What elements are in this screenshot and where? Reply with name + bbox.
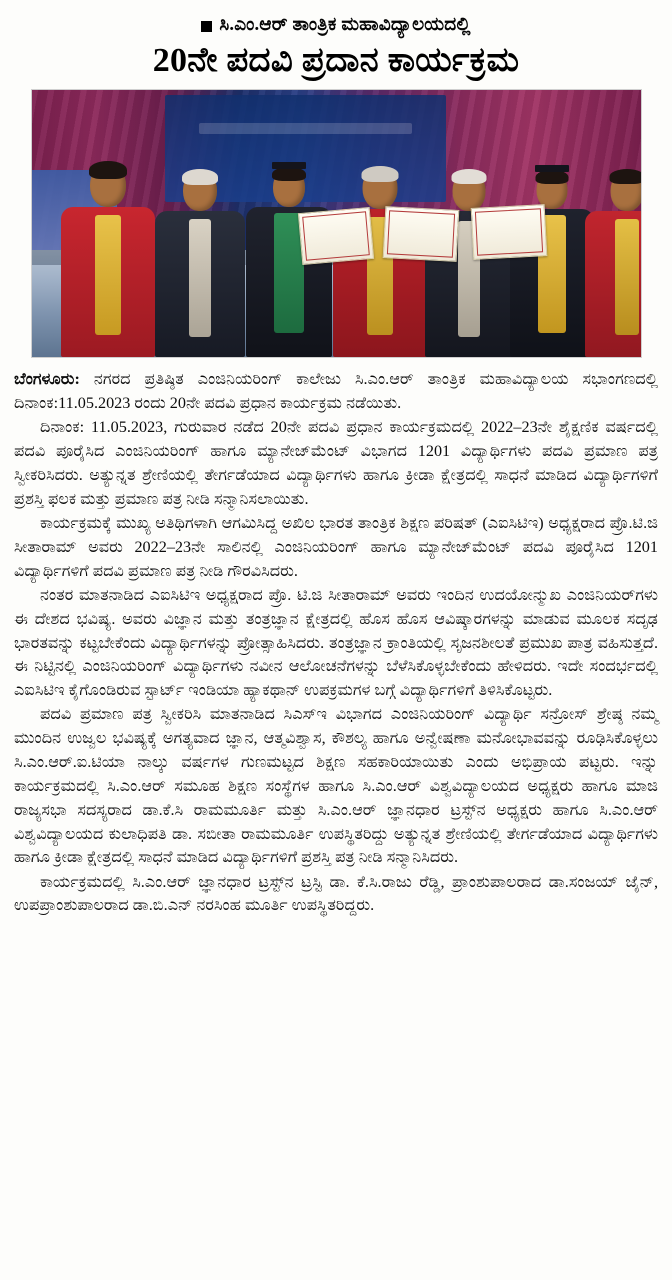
hair — [182, 169, 218, 185]
stole — [615, 219, 639, 335]
stole — [95, 215, 121, 335]
graduation-cap-icon — [272, 162, 306, 169]
hair — [535, 170, 568, 184]
article-paragraph-3: ಕಾರ್ಯಕ್ರಮಕ್ಕೆ ಮುಖ್ಯ ಅತಿಥಿಗಳಾಗಿ ಆಗಮಿಸಿದ್ದ ಅಖಿಲ ಭಾರತ ತಾಂತ್ರಿಕ ಶಿಕ್ಷಣ ಪರಿಷತ್ (ಎಐಸಿಟಿಇ) ಅಧ್ಯಕ್ಷರಾದ ಪ್ರೊ.ಟಿ.ಜಿ ಸೀತಾರಾಮ್ ಅವರು 2022–23ನೇ ಸಾಲಿನಲ್ಲಿ ಎಂಜಿನಿಯರಿಂಗ್ ಹಾಗೂ ಮ್ಯಾನೇಜ್‌ಮೆಂಟ್ ಪದವಿ ಪೂರೈಸಿದ 1201 ವಿದ್ಯಾರ್ಥಿಗಳಿಗೆ ಪದವಿ ಪ್ರಮಾಣ ಪತ್ರ ನೀಡಿ ಗೌರವಿಸಿದರು. — [14, 513, 658, 580]
photo-person-2 — [154, 161, 246, 357]
article-paragraph-5: ಪದವಿ ಪ್ರಮಾಣ ಪತ್ರ ಸ್ವೀಕರಿಸಿ ಮಾತನಾಡಿದ ಸಿಎಸ್‌ಇ ವಿಭಾಗದ ಎಂಜಿನಿಯರಿಂಗ್ ವಿದ್ಯಾರ್ಥಿ ಸನ್ರೋಸ್ ಶ್ರೇಷ್ಠ ನಮ್ಮ ಮುಂದಿನ ಉಜ್ವಲ ಭವಿಷ್ಯಕ್ಕೆ ಅಗತ್ಯವಾದ ಜ್ಞಾನ, ಆತ್ಮವಿಶ್ವಾಸ, ಕೌಶಲ್ಯ ಹಾಗೂ ಅನ್ವೇಷಣಾ ಮನೋಭಾವವನ್ನು ರೂಢಿಸಿಕೊಳ್ಳಲು ಸಿ.ಎಂ.ಆರ್.ಐ.ಟಿಯಾ ನಾಲ್ಕು ವರ್ಷಗಳ ಗುಣಮಟ್ಟದ ಶಿಕ್ಷಣ ಸಹಕಾರಿಯಾಯಿತು ಎಂದು ಅಭಿಪ್ರಾಯ ಪಟ್ಟರು. ಇನ್ನು ಕಾರ್ಯಕ್ರಮದಲ್ಲಿ ಸಿ.ಎಂ.ಆರ್ ಸಮೂಹ ಶಿಕ್ಷಣ ಸಂಸ್ಥೆಗಳ ಹಾಗೂ ಸಿ.ಎಂ.ಆರ್ ವಿಶ್ವವಿದ್ಯಾಲಯದ ಅಧ್ಯಕ್ಷರು ಹಾಗೂ ಮಾಜಿ ರಾಜ್ಯಸಭಾ ಸದಸ್ಯರಾದ ಡಾ.ಕೆ.ಸಿ ರಾಮಮೂರ್ತಿ ಮತ್ತು ಸಿ.ಎಂ.ಆರ್ ಜ್ಞಾನಧಾರ ಟ್ರಸ್ಟ್‌ನ ಅಧ್ಯಕ್ಷರು ಹಾಗೂ ಸಿ.ಎಂ.ಆರ್ ವಿಶ್ವವಿದ್ಯಾಲಯದ ಕುಲಾಧಿಪತಿ ಡಾ. ಸಬೀತಾ ರಾಮಮೂರ್ತಿ ಉಪಸ್ಥಿತರಿದ್ದು ಅತ್ಯುನ್ನತ ಶ್ರೇಣಿಯಲ್ಲಿ ತೇರ್ಗಡೆಯಾದ ವಿದ್ಯಾರ್ಥಿಗಳು ಹಾಗೂ ಕ್ರೀಡಾ ಕ್ಷೇತ್ರದಲ್ಲಿ ಸಾಧನೆ ಮಾಡಿದ ವಿದ್ಯಾರ್ಥಿಗಳಿಗೆ ಪ್ರಶಸ್ತಿ ಪತ್ರ ನೀಡಿ ಸನ್ಮಾನಿಸಿದರು. — [14, 705, 658, 867]
kicker-row — [14, 14, 658, 36]
hair — [609, 169, 641, 184]
photo-person-7 — [584, 163, 641, 357]
hair — [451, 169, 486, 184]
hair — [89, 161, 127, 179]
photo-person-1 — [60, 157, 156, 357]
article-body — [14, 368, 658, 918]
square-bullet-icon — [201, 21, 212, 32]
kicker-text: ಸಿ.ಎಂ.ಆರ್ ತಾಂತ್ರಿಕ ಮಹಾವಿದ್ಯಾಲಯದಲ್ಲಿ — [219, 15, 471, 35]
paragraph-text: ನಗರದ ಪ್ರತಿಷ್ಠಿತ ಎಂಜಿನಿಯರಿಂಗ್ ಕಾಲೇಜು ಸಿ.ಎಂ.ಆರ್ ತಾಂತ್ರಿಕ ಮಹಾವಿದ್ಯಾಲಯ ಸಭಾಂಗಣದಲ್ಲಿ ದಿನಾಂಕ:11.05.2023 ರಂದು 20ನೇ ಪದವಿ ಪ್ರಧಾನ ಕಾರ್ಯಕ್ರಮ ನಡೆಯಿತು. — [14, 370, 658, 412]
graduation-cap-icon — [535, 165, 569, 172]
certificate-1 — [297, 207, 373, 265]
article-photo — [31, 89, 642, 358]
article-paragraph-6: ಕಾರ್ಯಕ್ರಮದಲ್ಲಿ ಸಿ.ಎಂ.ಆರ್ ಜ್ಞಾನಧಾರ ಟ್ರಸ್ಟ್‌ನ ಟ್ರಸ್ಟಿ ಡಾ. ಕೆ.ಸಿ.ರಾಜು ರೆಡ್ಡಿ, ಪ್ರಾಂಶುಪಾಲರಾದ ಡಾ.ಸಂಜಯ್ ಜೈನ್, ಉಪಪ್ರಾಂಶುಪಾಲರಾದ ಡಾ.ಬಿ.ಎನ್ ನರಸಿಂಹ ಮೂರ್ತಿ ಉಪಸ್ಥಿತರಿದ್ದರು. — [14, 872, 658, 915]
certificate-3 — [470, 204, 547, 260]
article-paragraph-4: ನಂತರ ಮಾತನಾಡಿದ ಎಐಸಿಟಿಇ ಅಧ್ಯಕ್ಷರಾದ ಪ್ರೊ. ಟಿ.ಜಿ ಸೀತಾರಾಮ್ ಅವರು ಇಂದಿನ ಉದಯೋನ್ಮುಖ ಎಂಜಿನಿಯರ್‌ಗಳು ಈ ದೇಶದ ಭವಿಷ್ಯ. ಅವರು ವಿಜ್ಞಾನ ಮತ್ತು ತಂತ್ರಜ್ಞಾನ ಕ್ಷೇತ್ರದಲ್ಲಿ ಹೊಸ ಹೊಸ ಆವಿಷ್ಕಾರಗಳನ್ನು ಮಾಡುವ ಮೂಲಕ ಸದೃಢ ಭಾರತವನ್ನು ಕಟ್ಟಬೇಕೆಂದು ವಿದ್ಯಾರ್ಥಿಗಳನ್ನು ಪ್ರೋತ್ಸಾಹಿಸಿದರು. ತಂತ್ರಜ್ಞಾನ ಕ್ರಾಂತಿಯಲ್ಲಿ ಸೃಜನಶೀಲತೆ ಪ್ರಮುಖ ಪಾತ್ರ ವಹಿಸುತ್ತದೆ. ಈ ನಿಟ್ಟಿನಲ್ಲಿ ಎಂಜಿನಿಯರಿಂಗ್ ವಿದ್ಯಾರ್ಥಿಗಳು ನವೀನ ಆಲೋಚನೆಗಳನ್ನು ಬೆಳೆಸಿಕೊಳ್ಳಬೇಕೆಂದು ಹೇಳಿದರು. ಇದೇ ಸಂದರ್ಭದಲ್ಲಿ ಎಐಸಿಟಿಇ ಕೈಗೊಂಡಿರುವ ಸ್ಟಾರ್ಟ್ ಇಂಡಿಯಾ ಹ್ಯಾಕಥಾನ್ ಉಪಕ್ರಮಗಳ ಬಗ್ಗೆ ವಿದ್ಯಾರ್ಥಿಗಳಿಗೆ ತಿಳಿಸಿಕೊಟ್ಟರು. — [14, 585, 658, 700]
article-paragraph-1 — [14, 368, 658, 416]
page-title: 20ನೇ ಪದವಿ ಪ್ರದಾನ ಕಾರ್ಯಕ್ರಮ — [152, 42, 520, 79]
certificate-2 — [382, 206, 459, 262]
hair — [361, 166, 398, 182]
stole — [189, 219, 211, 337]
article-paragraph-2: ದಿನಾಂಕ: 11.05.2023, ಗುರುವಾರ ನಡೆದ 20ನೇ ಪದವಿ ಪ್ರಧಾನ ಕಾರ್ಯಕ್ರಮದಲ್ಲಿ 2022–23ನೇ ಶೈಕ್ಷಣಿಕ ವರ್ಷದಲ್ಲಿ ಪದವಿ ಪೂರೈಸಿದ ಎಂಜಿನಿಯರಿಂಗ್ ಹಾಗೂ ಮ್ಯಾನೇಜ್‌ಮೆಂಟ್ ವಿಭಾಗದ 1201 ವಿದ್ಯಾರ್ಥಿಗಳು ಪದವಿ ಪ್ರಮಾಣ ಪತ್ರ ಸ್ವೀಕರಿಸಿದರು. ಅತ್ಯುನ್ನತ ಶ್ರೇಣಿಯಲ್ಲಿ ತೇರ್ಗಡೆಯಾದ ವಿದ್ಯಾರ್ಥಿಗಳು ಹಾಗೂ ಕ್ರೀಡಾ ಕ್ಷೇತ್ರದಲ್ಲಿ ಸಾಧನೆ ಮಾಡಿದ ವಿದ್ಯಾರ್ಥಿಗಳಿಗೆ ಪ್ರಶಸ್ತಿ ಫಲಕ ಮತ್ತು ಪ್ರಮಾಣ ಪತ್ರ ನೀಡಿ ಸನ್ಮಾನಿಸಲಾಯಿತು. — [14, 418, 658, 508]
photo-scene — [32, 90, 641, 357]
dateline: ಬೆಂಗಳೂರು: — [14, 370, 80, 389]
hair — [272, 167, 306, 181]
